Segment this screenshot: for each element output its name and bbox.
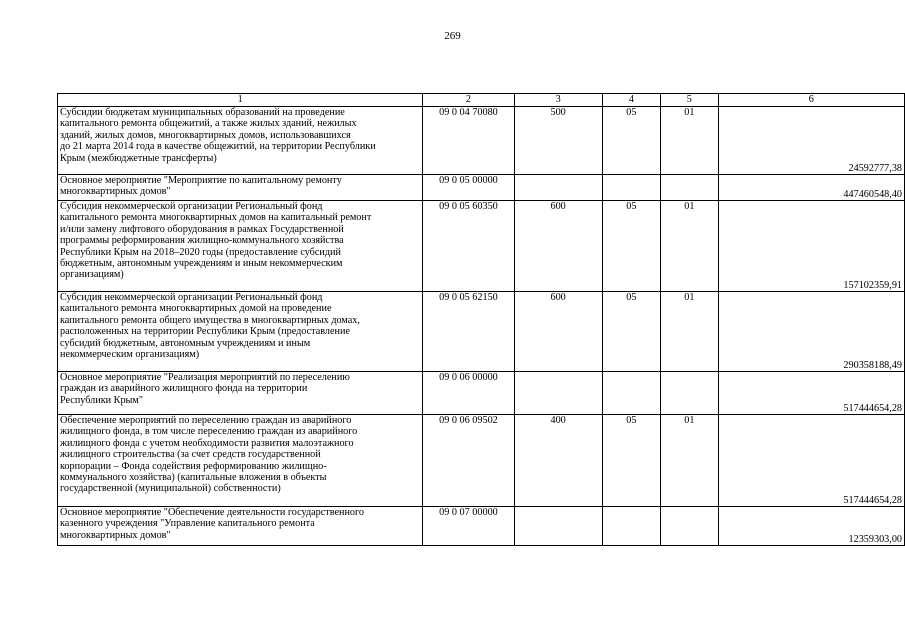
row-expense-type: 400 <box>514 415 602 507</box>
row-expense-type: 600 <box>514 201 602 292</box>
table-row <box>58 507 905 546</box>
row-amount: 447460548,40 <box>718 175 904 201</box>
row-name-cell <box>58 292 423 372</box>
row-name: Субсидии бюджетам муниципальных образований на проведение капитального ремонта общежитий, а также жилых зданий, нежилых зданий, жилых домов, многоквартирных домов, использовавшихся до 21 марта 2014 года в качестве общежитий, на территории Республики Крым (межбюджетные трансферты) <box>60 107 376 164</box>
budget-table <box>57 93 905 546</box>
row-subsection <box>661 372 718 415</box>
table-row <box>58 107 905 175</box>
row-subsection: 01 <box>661 292 718 372</box>
row-name: Основное мероприятие "Реализация мероприятий по переселению граждан из аварийного жилищного фонда на территории Республики Крым" <box>60 372 350 406</box>
row-expense-type <box>514 507 602 546</box>
row-section <box>602 372 660 415</box>
row-name-cell <box>58 201 423 292</box>
row-expense-type <box>514 175 602 201</box>
row-section: 05 <box>602 415 660 507</box>
row-expense-type: 500 <box>514 107 602 175</box>
row-amount: 157102359,91 <box>718 201 904 292</box>
row-section: 05 <box>602 292 660 372</box>
row-subsection <box>661 507 718 546</box>
row-name-cell <box>58 415 423 507</box>
row-expense-type <box>514 372 602 415</box>
row-subsection: 01 <box>661 107 718 175</box>
table-header-row <box>58 94 905 107</box>
row-name: Субсидия некоммерческой организации Региональный фонд капитального ремонта многоквартирных домой на проведение капитального ремонта общего имущества в многоквартирных домах, расположенных на территории Республики Крым (предоставление субсидий бюджетным, автономным учреждениям и иным некоммерческим организациям) <box>60 292 360 361</box>
table-row <box>58 292 905 372</box>
row-name-cell <box>58 372 423 415</box>
row-amount: 517444654,28 <box>718 415 904 507</box>
header-col-3: 3 <box>514 94 602 107</box>
row-code: 09 0 05 00000 <box>423 175 514 201</box>
row-section: 05 <box>602 201 660 292</box>
row-name-cell <box>58 175 423 201</box>
row-name-cell <box>58 107 423 175</box>
row-code: 09 0 04 70080 <box>423 107 514 175</box>
row-expense-type: 600 <box>514 292 602 372</box>
table-row <box>58 201 905 292</box>
header-col-4: 4 <box>602 94 660 107</box>
header-col-2: 2 <box>423 94 514 107</box>
row-name: Основное мероприятие "Мероприятие по капитальному ремонту многоквартирных домов" <box>60 175 342 198</box>
row-section: 05 <box>602 107 660 175</box>
header-col-5: 5 <box>661 94 718 107</box>
row-name-cell <box>58 507 423 546</box>
row-subsection: 01 <box>661 415 718 507</box>
row-name: Обеспечение мероприятий по переселению граждан из аварийного жилищного фонда, в том числе переселению граждан из аварийного жилищного фонда с учетом необходимости развития малоэтажного жилищного строительства (за счет средств государственной корпорации – Фонда содействия реформированию жилищно- коммунального хозяйства) (капитальные вложения в объекты государственной (муниципальной) собственности) <box>60 415 358 495</box>
row-subsection: 01 <box>661 201 718 292</box>
header-col-6: 6 <box>718 94 904 107</box>
row-amount: 24592777,38 <box>718 107 904 175</box>
table-row <box>58 372 905 415</box>
table-row <box>58 415 905 507</box>
row-amount: 517444654,28 <box>718 372 904 415</box>
row-code: 09 0 05 62150 <box>423 292 514 372</box>
page-number: 269 <box>444 30 461 42</box>
row-subsection <box>661 175 718 201</box>
row-section <box>602 507 660 546</box>
row-code: 09 0 06 09502 <box>423 415 514 507</box>
row-amount: 290358188,49 <box>718 292 904 372</box>
row-name: Субсидия некоммерческой организации Региональный фонд капитального ремонта многоквартирных домов на капитальный ремонт и/или замену лифтового оборудования в рамках Государственной программы реформирования жилищно-коммунального хозяйства Республики Крым на 2018–2020 годы (предоставление субсидий бюджетным, автономным учреждениям и иным некоммерческим организациям) <box>60 201 372 281</box>
row-code: 09 0 07 00000 <box>423 507 514 546</box>
table-row <box>58 175 905 201</box>
row-code: 09 0 06 00000 <box>423 372 514 415</box>
row-section <box>602 175 660 201</box>
row-amount: 12359303,00 <box>718 507 904 546</box>
row-code: 09 0 05 60350 <box>423 201 514 292</box>
header-col-1: 1 <box>58 94 423 107</box>
row-name: Основное мероприятие "Обеспечение деятельности государственного казенного учреждения "Управление капитального ремонта многоквартирных домов" <box>60 507 365 541</box>
